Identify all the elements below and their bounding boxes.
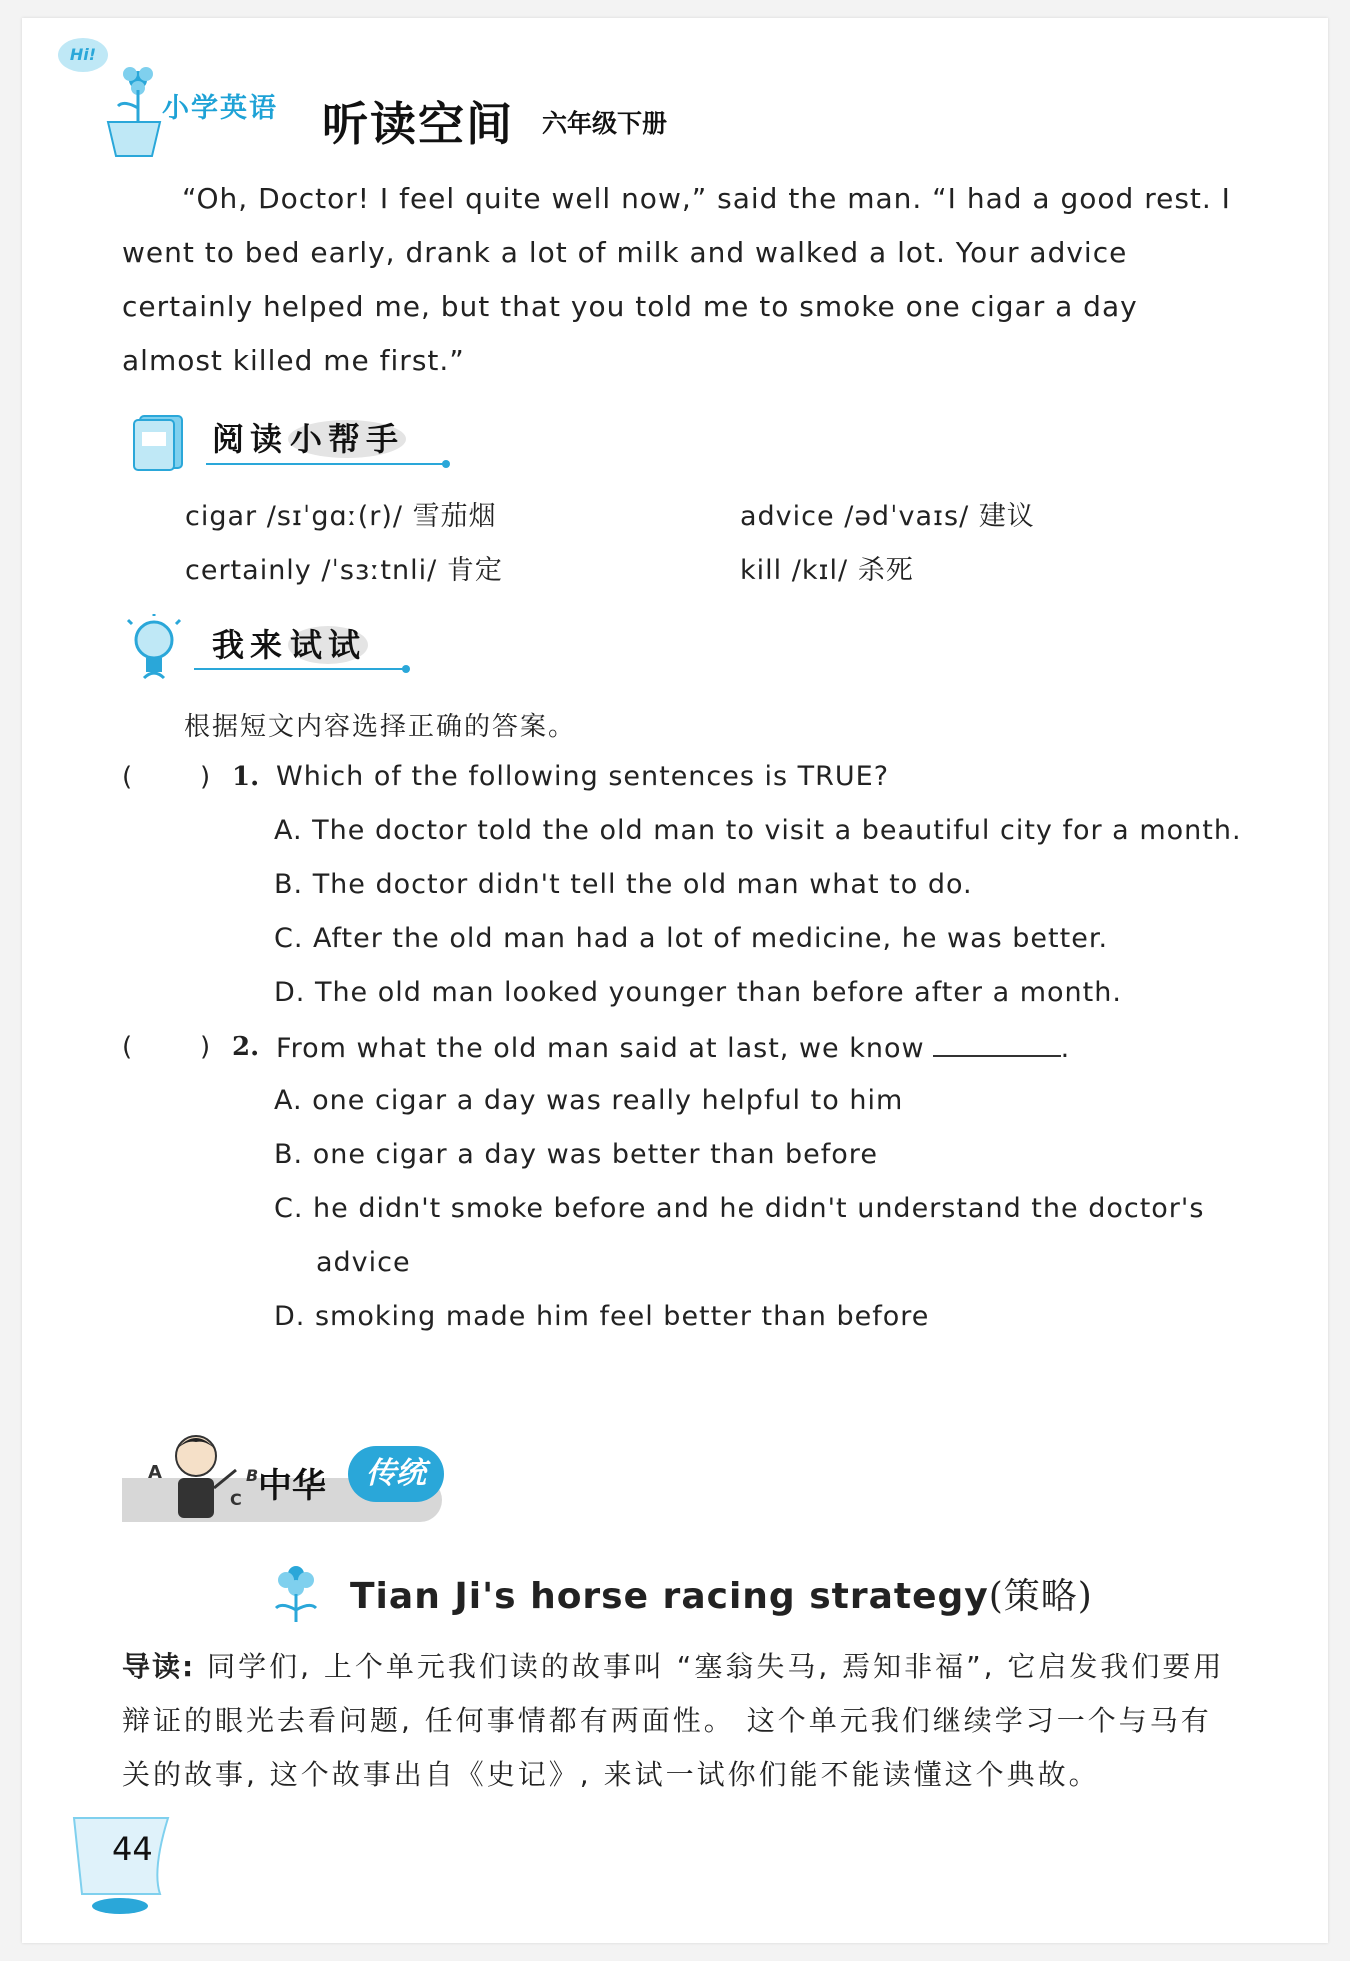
helper-section-title: 阅读小帮手 xyxy=(212,420,405,458)
vocab-item: cigar /sɪˈgɑː(r)/ 雪茄烟 xyxy=(185,501,497,532)
tryit-section-title: 我来试试 xyxy=(212,626,367,664)
question-1: ( xyxy=(122,762,134,792)
hi-badge: Hi! xyxy=(58,38,108,72)
vocab-item: certainly /ˈsɜːtnli/ 肯定 xyxy=(185,555,503,586)
fill-blank[interactable] xyxy=(933,1031,1061,1057)
option-a: A. one cigar a day was really helpful to him xyxy=(274,1085,904,1116)
question-text: From what the old man said at last, we know . xyxy=(276,1033,1071,1064)
flower-icon xyxy=(268,1558,324,1628)
guide-label: 导读: xyxy=(122,1650,196,1683)
teacher-icon xyxy=(150,1430,242,1522)
passage-text: “Oh, Doctor! I feel quite well now,” said the man. “I had a good rest. I went to bed early, drank a lot of milk and walked a lot. Your advice certainly helped me, but that you told me to smoke one cigar a day almost killed me first.” xyxy=(122,182,1231,377)
option-b: B. The doctor didn't tell the old man what to do. xyxy=(274,869,973,900)
helper-title-highlight: 小帮手 xyxy=(290,420,405,458)
option-c-continued: advice xyxy=(316,1247,411,1278)
question-2: ( xyxy=(122,1032,134,1062)
badge-letter: A xyxy=(148,1462,162,1483)
option-c: C. After the old man had a lot of medicine, he was better. xyxy=(274,923,1109,954)
option-a: A. The doctor told the old man to visit a beautiful city for a month. xyxy=(274,815,1242,846)
badge-letter: C xyxy=(230,1490,242,1509)
helper-underline xyxy=(206,463,446,465)
answer-slot-1[interactable]: ) xyxy=(200,762,211,792)
vocab-item: kill /kɪl/ 杀死 xyxy=(740,555,914,586)
culture-tag: 传统 xyxy=(348,1446,444,1502)
grade-label: 六年级下册 xyxy=(542,109,668,138)
tryit-underline xyxy=(194,668,406,670)
page-number: 44 xyxy=(112,1830,153,1868)
book-icon xyxy=(126,410,190,474)
question-number: 1. xyxy=(232,762,260,792)
instruction-text: 根据短文内容选择正确的答案。 xyxy=(184,712,577,742)
flower-pot-icon xyxy=(100,62,164,158)
vocab-item: advice /ədˈvaɪs/ 建议 xyxy=(740,501,1035,532)
badge-letter: B xyxy=(246,1466,259,1485)
option-d: D. smoking made him feel better than before xyxy=(274,1301,930,1332)
question-number: 2. xyxy=(232,1032,260,1062)
question-text: Which of the following sentences is TRUE? xyxy=(276,761,890,792)
option-c: C. he didn't smoke before and he didn't understand the doctor's xyxy=(274,1193,1205,1224)
option-d: D. The old man looked younger than before after a month. xyxy=(274,977,1122,1008)
culture-label: 中华 xyxy=(258,1466,326,1506)
answer-slot-2[interactable]: ) xyxy=(200,1032,211,1062)
guide-text: 同学们, 上个单元我们读的故事叫 “塞翁失马, 焉知非福”, 它启发我们要用辩证的眼光去看问题, 任何事情都有两面性。 这个单元我们继续学习一个与马有关的故事, 这个故事出自《史记》, 来试一试你们能不能读懂这个典故。 xyxy=(122,1650,1225,1791)
passage-paragraph xyxy=(122,172,1236,388)
series-name: 小学英语 xyxy=(162,93,278,124)
tryit-title-highlight: 试试 xyxy=(290,626,367,664)
brand-title: 听读空间 xyxy=(322,97,514,151)
lightbulb-icon xyxy=(126,614,182,686)
story-title: Tian Ji's horse racing strategy(策略) xyxy=(350,1576,1093,1617)
guide-paragraph xyxy=(122,1640,1242,1802)
option-b: B. one cigar a day was better than before xyxy=(274,1139,878,1170)
